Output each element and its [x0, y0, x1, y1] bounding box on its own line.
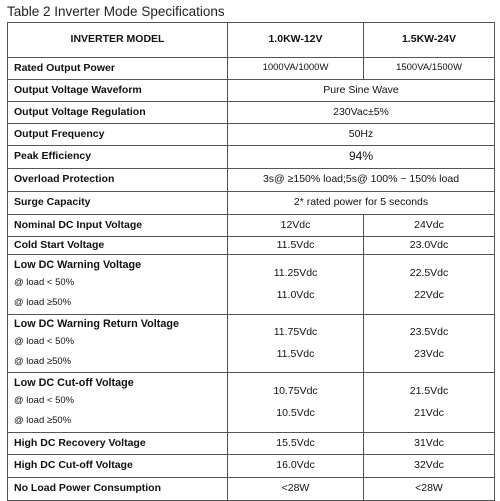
table-row	[8, 455, 495, 478]
table-row	[8, 169, 495, 192]
row-sublabel: @ load ≥50%	[14, 297, 72, 309]
table-row	[8, 215, 495, 237]
cell-value: 1500VA/1500W	[364, 58, 495, 80]
cell-value: 21Vdc	[414, 406, 444, 419]
row-label: Low DC Warning Voltage	[14, 259, 142, 272]
cell-value: Pure Sine Wave	[228, 80, 495, 102]
table-row	[8, 433, 495, 455]
row-label-group	[8, 373, 228, 433]
cell-value-group	[364, 373, 495, 433]
header-model-2: 1.5KW-24V	[364, 23, 495, 58]
row-label-group	[8, 255, 228, 315]
table-row	[8, 102, 495, 124]
table-row	[8, 124, 495, 146]
row-sublabel: @ load < 50%	[14, 336, 75, 347]
row-label: Low DC Warning Return Voltage	[14, 318, 179, 331]
cell-value: 21.5Vdc	[409, 384, 449, 397]
cell-value: 11.75Vdc	[273, 325, 318, 338]
row-sublabel: @ load < 50%	[14, 395, 75, 406]
cell-value: 22Vdc	[414, 288, 444, 301]
cell-value-group	[364, 315, 495, 373]
row-label: Output Frequency	[8, 124, 228, 146]
cell-value-group	[228, 315, 364, 373]
cell-value-group	[228, 373, 364, 433]
table-row	[8, 146, 495, 169]
table-row	[8, 315, 495, 373]
cell-value: 11.5Vdc	[228, 237, 364, 255]
cell-value: 22.5Vdc	[409, 266, 449, 279]
table-row	[8, 478, 495, 501]
cell-value-group	[364, 255, 495, 315]
header-model-1: 1.0KW-12V	[228, 23, 364, 58]
table-caption: Table 2 Inverter Mode Specifications	[7, 4, 225, 19]
row-label: Rated Output Power	[8, 58, 228, 80]
row-label: Low DC Cut-off Voltage	[14, 377, 134, 390]
cell-value: 15.5Vdc	[228, 433, 364, 455]
row-sublabel: @ load < 50%	[14, 277, 75, 288]
header-model-label: INVERTER MODEL	[8, 23, 228, 58]
cell-value: 50Hz	[228, 124, 495, 146]
cell-value: 16.0Vdc	[228, 455, 364, 478]
inverter-spec-table	[7, 22, 495, 501]
table-row	[8, 255, 495, 315]
table-row	[8, 192, 495, 215]
row-label: High DC Recovery Voltage	[8, 433, 228, 455]
cell-value: <28W	[364, 478, 495, 501]
cell-value: 1000VA/1000W	[228, 58, 364, 80]
cell-value: 23.0Vdc	[364, 237, 495, 255]
row-label: Output Voltage Waveform	[8, 80, 228, 102]
table-header-row	[8, 23, 495, 58]
cell-value: 10.75Vdc	[273, 384, 318, 397]
cell-value: 3s@ ≥150% load;5s@ 100% ~ 150% load	[228, 169, 495, 192]
cell-value: 94%	[228, 146, 495, 169]
cell-value: 12Vdc	[228, 215, 364, 237]
row-sublabel: @ load ≥50%	[14, 415, 72, 427]
cell-value: 23Vdc	[414, 347, 444, 360]
table-row	[8, 80, 495, 102]
cell-value: 23.5Vdc	[409, 325, 449, 338]
table-row	[8, 237, 495, 255]
cell-value: 11.25Vdc	[273, 266, 318, 279]
row-label: Output Voltage Regulation	[8, 102, 228, 124]
row-label: High DC Cut-off Voltage	[8, 455, 228, 478]
row-sublabel: @ load ≥50%	[14, 356, 72, 368]
cell-value: 32Vdc	[364, 455, 495, 478]
row-label: No Load Power Consumption	[8, 478, 228, 501]
table-row	[8, 58, 495, 80]
row-label: Overload Protection	[8, 169, 228, 192]
table-row	[8, 373, 495, 433]
row-label: Peak Efficiency	[8, 146, 228, 169]
cell-value: 10.5Vdc	[276, 406, 315, 419]
row-label: Surge Capacity	[8, 192, 228, 215]
cell-value: 24Vdc	[364, 215, 495, 237]
row-label: Nominal DC Input Voltage	[8, 215, 228, 237]
cell-value: 230Vac±5%	[228, 102, 495, 124]
row-label: Cold Start Voltage	[8, 237, 228, 255]
cell-value-group	[228, 255, 364, 315]
cell-value: <28W	[228, 478, 364, 501]
cell-value: 31Vdc	[364, 433, 495, 455]
cell-value: 11.0Vdc	[276, 288, 315, 301]
cell-value: 2* rated power for 5 seconds	[228, 192, 495, 215]
row-label-group	[8, 315, 228, 373]
cell-value: 11.5Vdc	[276, 347, 315, 360]
